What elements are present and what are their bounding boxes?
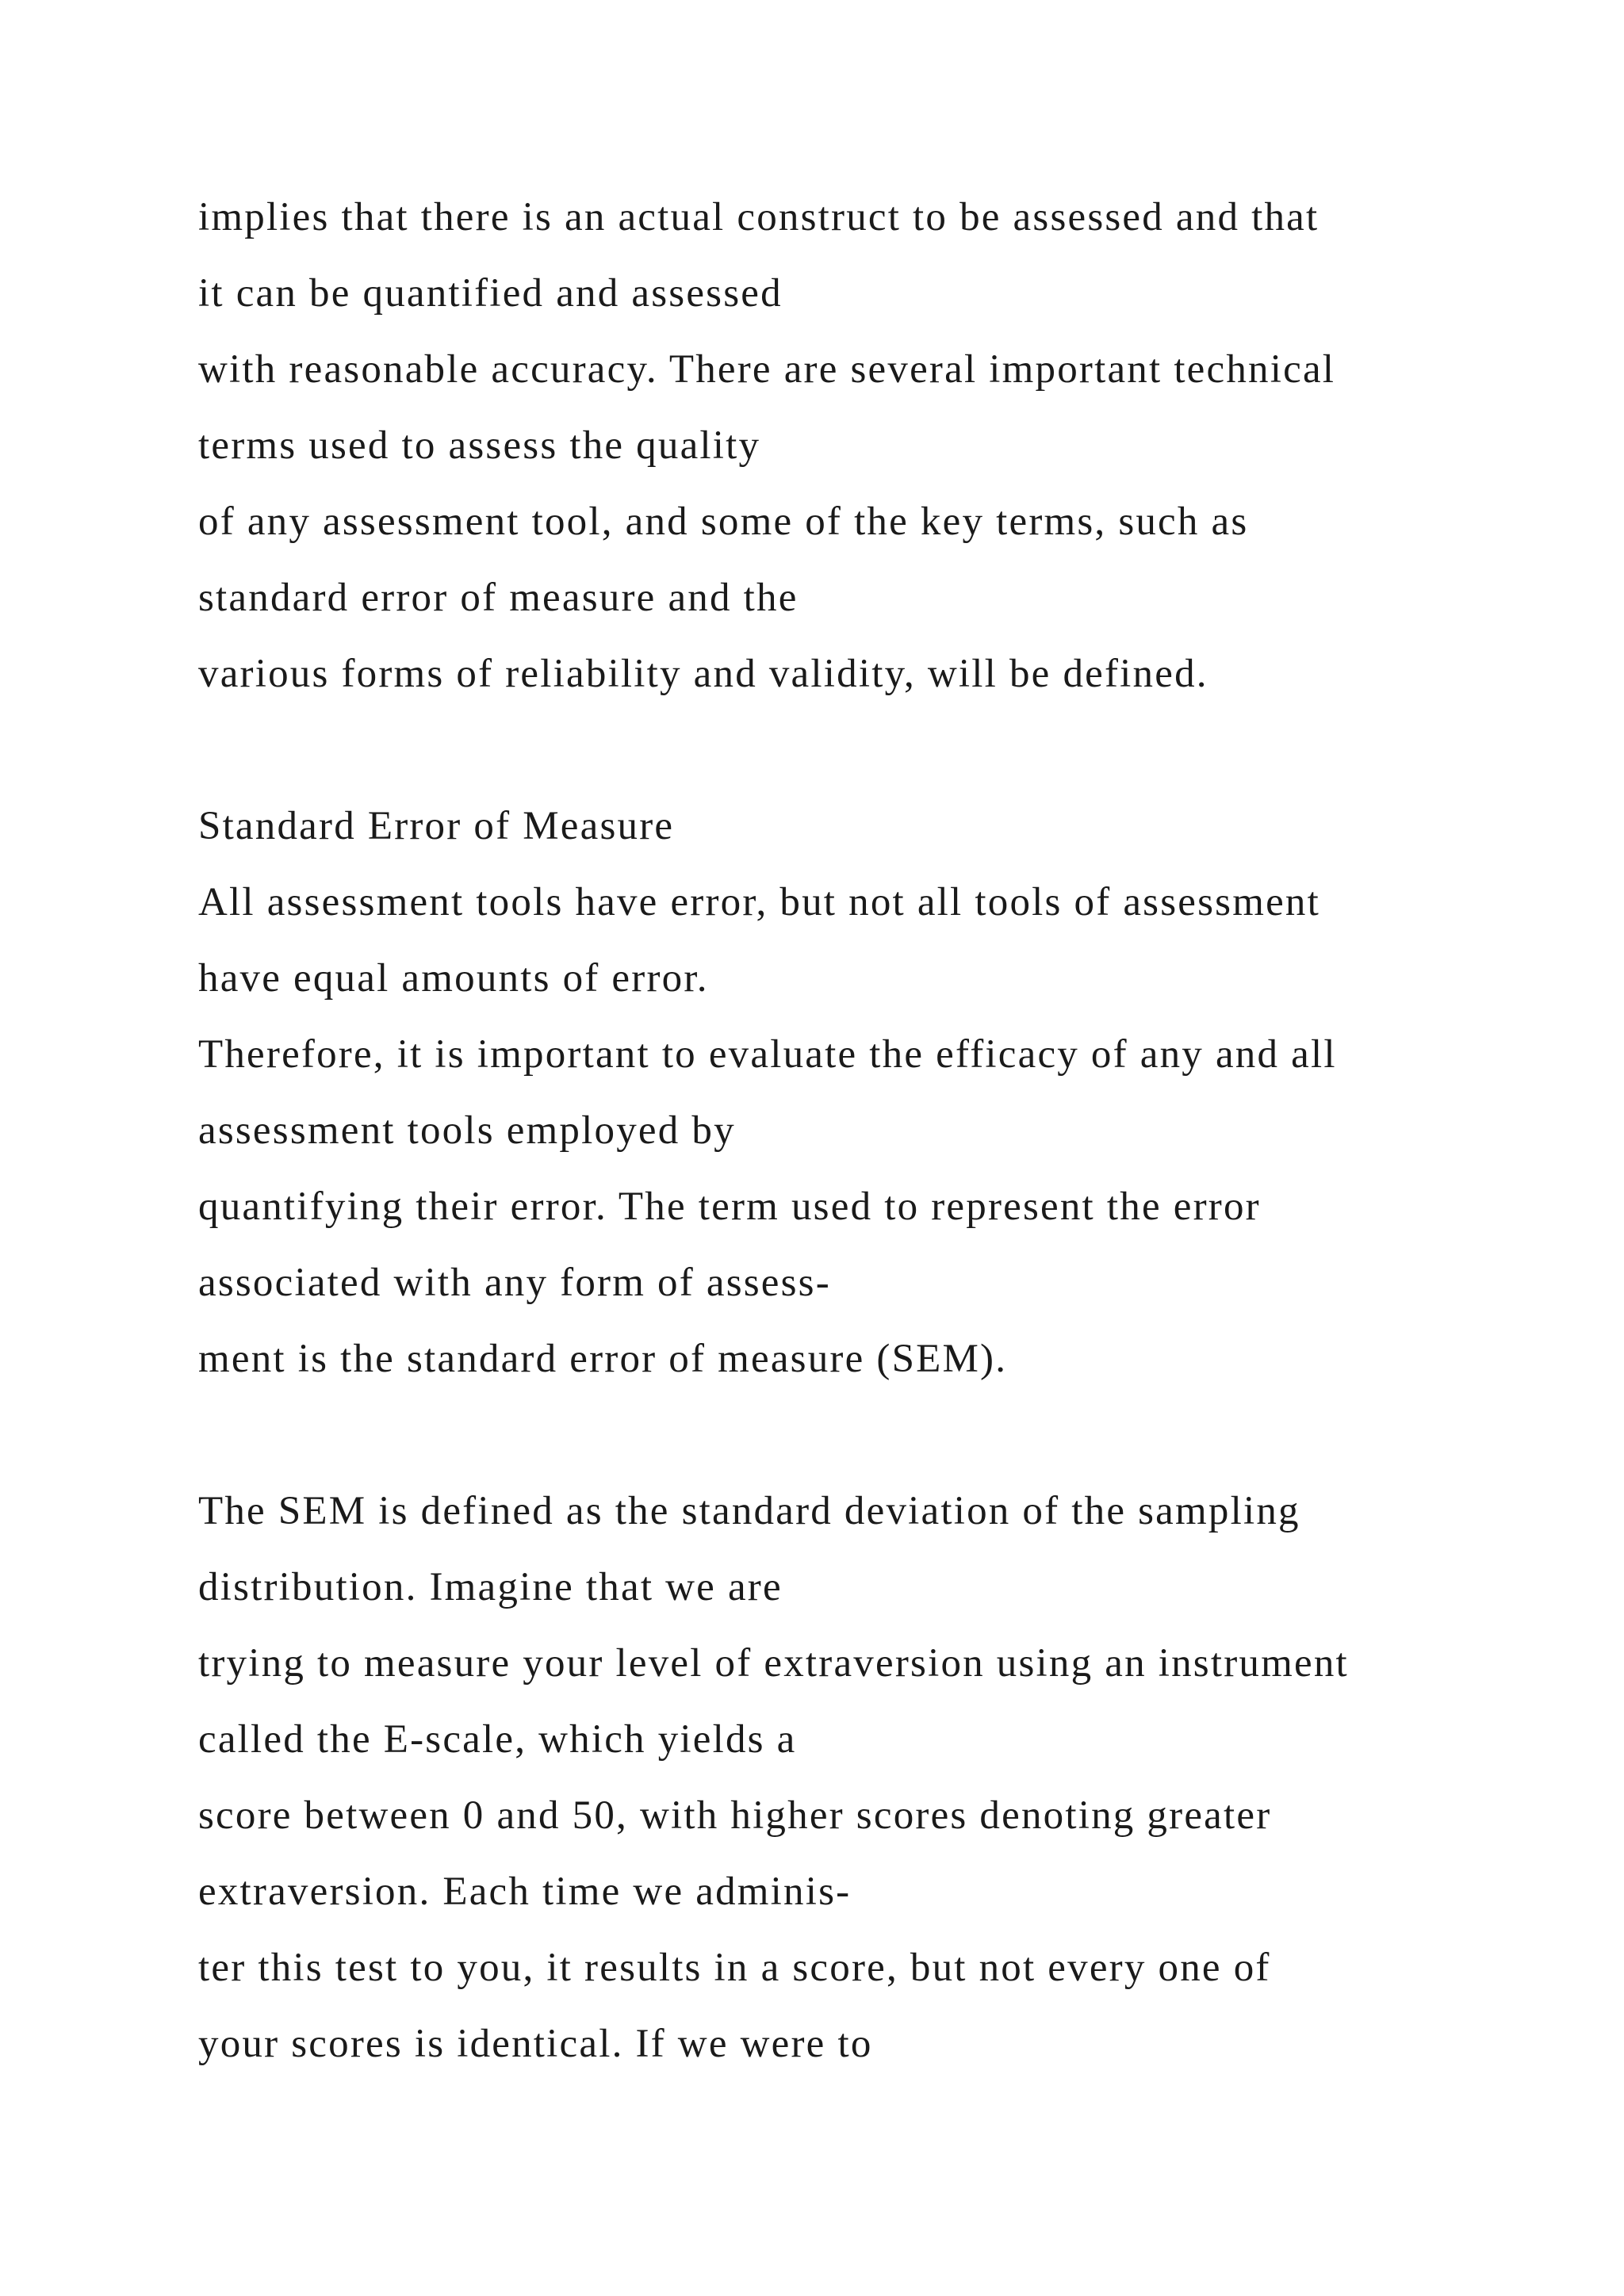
text-line: assessment tools employed by <box>198 1108 736 1153</box>
text-line: your scores is identical. If we were to <box>198 2022 873 2066</box>
paragraph-2 <box>198 864 1546 1397</box>
text-line: quantifying their error. The term used to represent the error <box>198 1184 1261 1229</box>
paragraph-spacer <box>198 1397 1546 1473</box>
text-line: extraversion. Each time we adminis- <box>198 1869 852 1914</box>
text-line: score between 0 and 50, with higher scores denoting greater <box>198 1793 1272 1838</box>
document-page <box>198 179 1546 2082</box>
text-line: associated with any form of assess- <box>198 1261 831 1305</box>
text-line: have equal amounts of error. <box>198 956 709 1001</box>
text-line: of any assessment tool, and some of the key terms, such as <box>198 499 1249 544</box>
text-line: trying to measure your level of extraversion using an instrument <box>198 1641 1349 1686</box>
text-line: ter this test to you, it results in a score, but not every one of <box>198 1946 1271 1990</box>
text-line: Therefore, it is important to evaluate the efficacy of any and all <box>198 1032 1337 1077</box>
section-heading: Standard Error of Measure <box>198 804 675 848</box>
text-line: distribution. Imagine that we are <box>198 1565 783 1609</box>
text-line: implies that there is an actual construct to be assessed and that <box>198 195 1320 239</box>
text-line: called the E-scale, which yields a <box>198 1717 797 1762</box>
text-line: with reasonable accuracy. There are several important technical <box>198 347 1336 392</box>
text-line: ment is the standard error of measure (SEM). <box>198 1337 1008 1381</box>
text-line: terms used to assess the quality <box>198 423 761 468</box>
paragraph-3 <box>198 1473 1546 2082</box>
text-line: various forms of reliability and validity, will be defined. <box>198 652 1208 696</box>
text-line: it can be quantified and assessed <box>198 271 783 316</box>
text-line: standard error of measure and the <box>198 576 799 620</box>
paragraph-1 <box>198 179 1546 712</box>
text-line: All assessment tools have error, but not all tools of assessment <box>198 880 1320 924</box>
text-line: The SEM is defined as the standard deviation of the sampling <box>198 1489 1300 1533</box>
paragraph-spacer <box>198 712 1546 788</box>
